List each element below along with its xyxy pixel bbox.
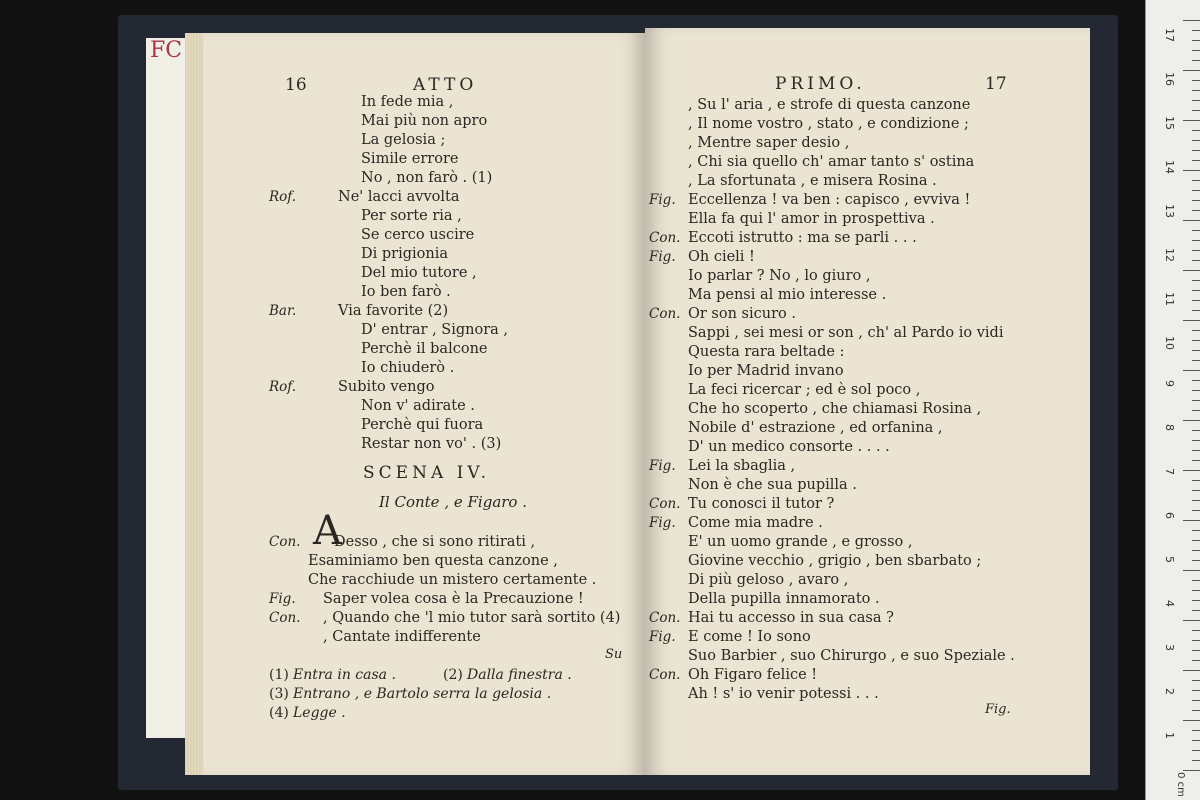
ruler-tick (1192, 610, 1200, 611)
verse-line: Oh Figaro felice ! (688, 667, 818, 683)
verse-line: E' un uomo grande , e grosso , (688, 534, 913, 550)
footnote-mark: (1) (269, 667, 289, 683)
ruler-tick (1192, 740, 1200, 741)
verse-line: Della pupilla innamorato . (688, 591, 880, 607)
verse-line: Perchè qui fuora (361, 417, 484, 433)
footnote-text: Legge . (293, 705, 346, 721)
verse-line: Via favorite (2) (338, 303, 449, 319)
catchword: Su (605, 647, 623, 662)
ruler-number: 5 (1163, 556, 1176, 563)
verse-line: E come ! Io sono (688, 629, 811, 645)
speaker-label: Rof. (269, 189, 297, 205)
verse-line: Del mio tutore , (361, 265, 477, 281)
ruler-tick (1192, 640, 1200, 641)
verse-line: Or son sicuro . (688, 306, 796, 322)
ruler-tick (1192, 680, 1200, 681)
ruler-number: 10 (1163, 336, 1176, 350)
speaker-label: Fig. (649, 515, 676, 531)
ruler-tick (1192, 580, 1200, 581)
ruler-number: 2 (1163, 688, 1176, 695)
speaker-label: Rof. (269, 379, 297, 395)
verse-line: La feci ricercar ; ed è sol poco , (688, 382, 921, 398)
ruler-tick (1192, 350, 1200, 351)
ruler-tick (1183, 20, 1200, 21)
verse-line: Come mia madre . (688, 515, 823, 531)
ruler-tick (1192, 390, 1200, 391)
ruler-tick (1192, 40, 1200, 41)
page-number: 16 (285, 75, 307, 95)
page-number: 17 (985, 74, 1007, 94)
scale-ruler (1145, 0, 1200, 800)
footnote-text: Dalla finestra . (467, 667, 572, 683)
ruler-tick (1192, 290, 1200, 291)
ruler-tick (1192, 300, 1200, 301)
verse-line: Giovine vecchio , grigio , ben sbarbato ; (688, 553, 982, 569)
ruler-tick (1192, 560, 1200, 561)
verse-line: Ah ! s' io venir potessi . . . (688, 686, 879, 702)
ruler-tick (1183, 170, 1200, 171)
ruler-tick (1192, 460, 1200, 461)
ruler-tick (1192, 380, 1200, 381)
scene-title: SCENA IV. (363, 463, 491, 483)
ruler-tick (1192, 230, 1200, 231)
right-page (645, 28, 1090, 775)
footnote-mark: (2) (443, 667, 463, 683)
verse-line: Subito vengo (338, 379, 435, 395)
ruler-tick (1183, 270, 1200, 271)
ruler-number: 13 (1163, 204, 1176, 218)
ruler-tick (1192, 280, 1200, 281)
ruler-tick (1183, 770, 1200, 771)
verse-line: , La sfortunata , e misera Rosina . (688, 173, 937, 189)
ruler-tick (1192, 130, 1200, 131)
ruler-tick (1192, 600, 1200, 601)
ruler-number: 17 (1163, 28, 1176, 42)
verse-line: Per sorte ria , (361, 208, 462, 224)
ruler-tick (1192, 760, 1200, 761)
ruler-tick (1192, 140, 1200, 141)
left-page (185, 33, 645, 775)
ruler-tick (1192, 430, 1200, 431)
scene-subtitle: Il Conte , e Figaro . (379, 493, 528, 511)
verse-line: Oh cieli ! (688, 249, 755, 265)
ruler-tick (1192, 80, 1200, 81)
verse-line: Desso , che si sono ritirati , (334, 534, 536, 550)
speaker-label: Fig. (649, 249, 676, 265)
verse-line: Io chiuderò . (361, 360, 455, 376)
ruler-tick (1192, 210, 1200, 211)
verse-line: Saper volea cosa è la Precauzione ! (323, 591, 584, 607)
verse-line: Perchè il balcone (361, 341, 488, 357)
verse-line: Restar non vo' . (3) (361, 436, 502, 452)
ruler-tick (1192, 490, 1200, 491)
verse-line: Non è che sua pupilla . (688, 477, 857, 493)
ruler-tick (1183, 420, 1200, 421)
ruler-tick (1192, 710, 1200, 711)
verse-line: No , non farò . (1) (361, 170, 493, 186)
ruler-number: 6 (1163, 512, 1176, 519)
ruler-tick (1192, 500, 1200, 501)
ruler-tick (1183, 520, 1200, 521)
ruler-tick (1183, 670, 1200, 671)
ruler-tick (1183, 370, 1200, 371)
speaker-label: Fig. (269, 591, 296, 607)
ruler-tick (1192, 750, 1200, 751)
ruler-number: 9 (1163, 380, 1176, 387)
ruler-tick (1192, 650, 1200, 651)
verse-line: , Cantate indifferente (323, 629, 481, 645)
ruler-tick (1192, 550, 1200, 551)
verse-line: , Quando che 'l mio tutor sarà sortito (4) (323, 610, 621, 626)
ruler-tick (1183, 570, 1200, 571)
speaker-label: Con. (649, 496, 681, 512)
verse-line: Ella fa qui l' amor in prospettiva . (688, 211, 935, 227)
speaker-label: Con. (649, 306, 681, 322)
archive-slip-mark: FC (150, 38, 183, 63)
verse-line: Mai più non apro (361, 113, 488, 129)
verse-line: , Mentre saper desio , (688, 135, 850, 151)
speaker-label: Bar. (269, 303, 297, 319)
ruler-number: 11 (1163, 292, 1176, 306)
verse-line: Esaminiamo ben questa canzone , (308, 553, 558, 569)
ruler-tick (1192, 100, 1200, 101)
ruler-tick (1192, 90, 1200, 91)
ruler-tick (1192, 310, 1200, 311)
speaker-label: Con. (649, 610, 681, 626)
ruler-tick (1192, 510, 1200, 511)
verse-line: Se cerco uscire (361, 227, 475, 243)
speaker-label: Con. (269, 534, 301, 550)
speaker-label: Fig. (649, 458, 676, 474)
verse-line: Eccellenza ! va ben : capisco , evviva ! (688, 192, 971, 208)
ruler-number: 15 (1163, 116, 1176, 130)
ruler-tick (1192, 630, 1200, 631)
catchword: Fig. (985, 702, 1011, 717)
ruler-tick (1183, 470, 1200, 471)
ruler-number: 1 (1163, 732, 1176, 739)
ruler-tick (1192, 700, 1200, 701)
speaker-label: Con. (649, 667, 681, 683)
verse-line: D' entrar , Signora , (361, 322, 509, 338)
ruler-tick (1192, 660, 1200, 661)
ruler-number: 14 (1163, 160, 1176, 174)
running-header: PRIMO. (775, 74, 866, 94)
ruler-tick (1192, 110, 1200, 111)
ruler-tick (1192, 260, 1200, 261)
ruler-tick (1192, 450, 1200, 451)
page-edges (185, 33, 203, 775)
verse-line: Nobile d' estrazione , ed orfanina , (688, 420, 943, 436)
ruler-tick (1192, 250, 1200, 251)
verse-line: Lei la sbaglia , (688, 458, 796, 474)
footnote-text: Entrano , e Bartolo serra la gelosia . (293, 686, 552, 702)
verse-line: D' un medico consorte . . . . (688, 439, 890, 455)
verse-line: Eccoti istrutto : ma se parli . . . (688, 230, 917, 246)
ruler-number: 8 (1163, 424, 1176, 431)
ruler-tick (1192, 240, 1200, 241)
ruler-tick (1192, 590, 1200, 591)
speaker-label: Fig. (649, 629, 676, 645)
verse-line: Io per Madrid invano (688, 363, 844, 379)
drop-cap: A (313, 508, 342, 554)
footnote-text: Entra in casa . (293, 667, 396, 683)
ruler-number: 4 (1163, 600, 1176, 607)
ruler-unit: 0 cm (1174, 772, 1186, 797)
ruler-tick (1183, 120, 1200, 121)
verse-line: Io ben farò . (361, 284, 451, 300)
verse-line: Di più geloso , avaro , (688, 572, 849, 588)
verse-line: Simile errore (361, 151, 459, 167)
ruler-tick (1192, 480, 1200, 481)
ruler-tick (1192, 330, 1200, 331)
footnote-mark: (4) (269, 705, 289, 721)
ruler-tick (1192, 160, 1200, 161)
running-header: ATTO (413, 75, 478, 95)
verse-line: , Su l' aria , e strofe di questa canzone (688, 97, 971, 113)
verse-line: Ne' lacci avvolta (338, 189, 460, 205)
ruler-tick (1192, 690, 1200, 691)
verse-line: Questa rara beltade : (688, 344, 845, 360)
ruler-tick (1192, 530, 1200, 531)
ruler-tick (1192, 730, 1200, 731)
verse-line: Sappi , sei mesi or son , ch' al Pardo io vidi (688, 325, 1004, 341)
ruler-number: 12 (1163, 248, 1176, 262)
ruler-tick (1183, 620, 1200, 621)
verse-line: Che ho scoperto , che chiamasi Rosina , (688, 401, 982, 417)
verse-line: , Il nome vostro , stato , e condizione ; (688, 116, 969, 132)
verse-line: Hai tu accesso in sua casa ? (688, 610, 894, 626)
verse-line: , Chi sia quello ch' amar tanto s' ostina (688, 154, 975, 170)
ruler-tick (1192, 410, 1200, 411)
ruler-tick (1183, 720, 1200, 721)
speaker-label: Con. (269, 610, 301, 626)
verse-line: Suo Barbier , suo Chirurgo , e suo Speziale . (688, 648, 1015, 664)
ruler-tick (1192, 340, 1200, 341)
ruler-tick (1183, 70, 1200, 71)
verse-line: In fede mia , (361, 94, 454, 110)
verse-line: Ma pensi al mio interesse . (688, 287, 887, 303)
verse-line: Io parlar ? No , lo giuro , (688, 268, 871, 284)
verse-line: Di prigionia (361, 246, 448, 262)
verse-line: Non v' adirate . (361, 398, 475, 414)
ruler-tick (1183, 320, 1200, 321)
ruler-tick (1183, 220, 1200, 221)
verse-line: La gelosia ; (361, 132, 446, 148)
archive-slip (146, 38, 190, 738)
ruler-tick (1192, 180, 1200, 181)
speaker-label: Fig. (649, 192, 676, 208)
ruler-number: 7 (1163, 468, 1176, 475)
ruler-tick (1192, 540, 1200, 541)
ruler-number: 16 (1163, 72, 1176, 86)
ruler-tick (1192, 30, 1200, 31)
ruler-tick (1192, 400, 1200, 401)
ruler-number: 3 (1163, 644, 1176, 651)
ruler-tick (1192, 190, 1200, 191)
ruler-tick (1192, 150, 1200, 151)
ruler-tick (1192, 50, 1200, 51)
verse-line: Che racchiude un mistero certamente . (308, 572, 597, 588)
verse-line: Tu conosci il tutor ? (688, 496, 835, 512)
ruler-tick (1192, 60, 1200, 61)
ruler-tick (1192, 360, 1200, 361)
speaker-label: Con. (649, 230, 681, 246)
ruler-tick (1192, 200, 1200, 201)
ruler-tick (1192, 440, 1200, 441)
footnote-mark: (3) (269, 686, 289, 702)
